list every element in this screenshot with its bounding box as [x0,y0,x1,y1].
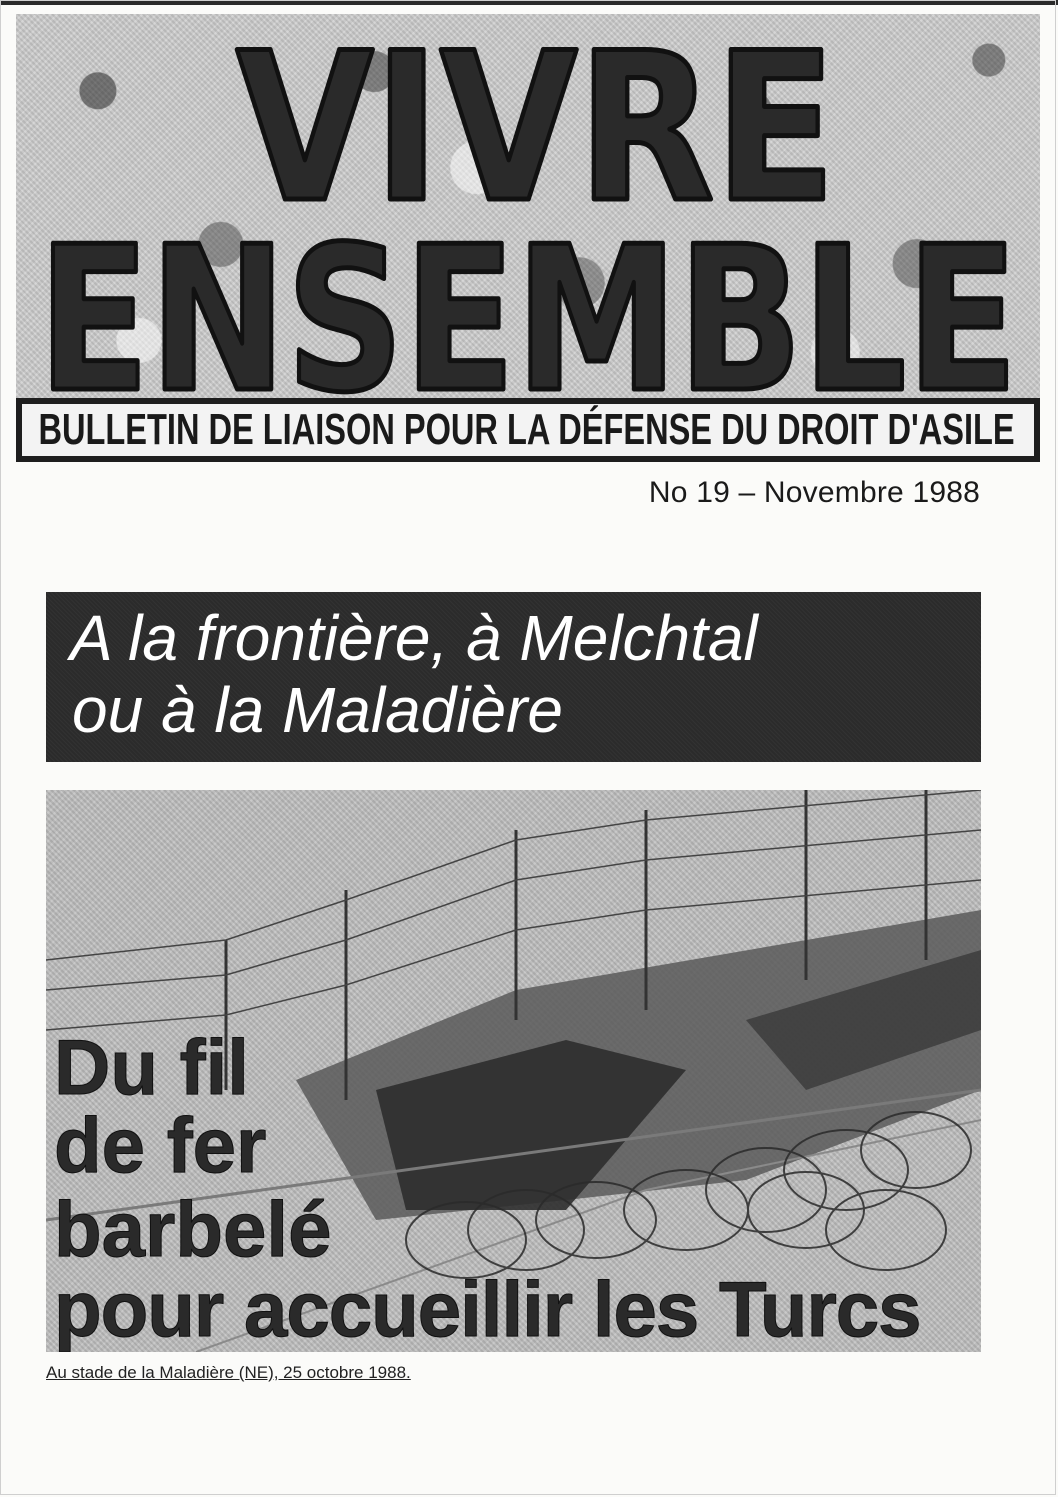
headline-line1: A la frontière, à Melchtal [70,602,758,674]
masthead [16,14,1040,398]
cover-photo [46,790,981,1352]
masthead-subtitle: BULLETIN DE LIAISON POUR LA DÉFENSE DU DROIT D'ASILE [38,405,1016,454]
overlay-line4: pour accueillir les Turcs [54,1265,921,1352]
masthead-title-line1: VIVRE [236,14,836,248]
subtitle-bar [16,398,1040,462]
overlay-line1: Du fil [54,1023,249,1111]
top-edge [0,0,1058,5]
photo-caption: Au stade de la Maladière (NE), 25 octobre 1988. [46,1363,411,1382]
overlay-line2: de fer [54,1101,267,1189]
subtitle-box [22,404,1034,456]
masthead-logo [16,14,1040,398]
headline-box [46,592,981,762]
issue-number: No 19 – Novembre 1988 [648,476,980,509]
masthead-title-line2: ENSEMBLE [38,204,1018,398]
overlay-line3: barbelé [54,1185,332,1273]
headline-line2: ou à la Maladière [72,674,563,746]
photo-overlay [46,790,981,1352]
